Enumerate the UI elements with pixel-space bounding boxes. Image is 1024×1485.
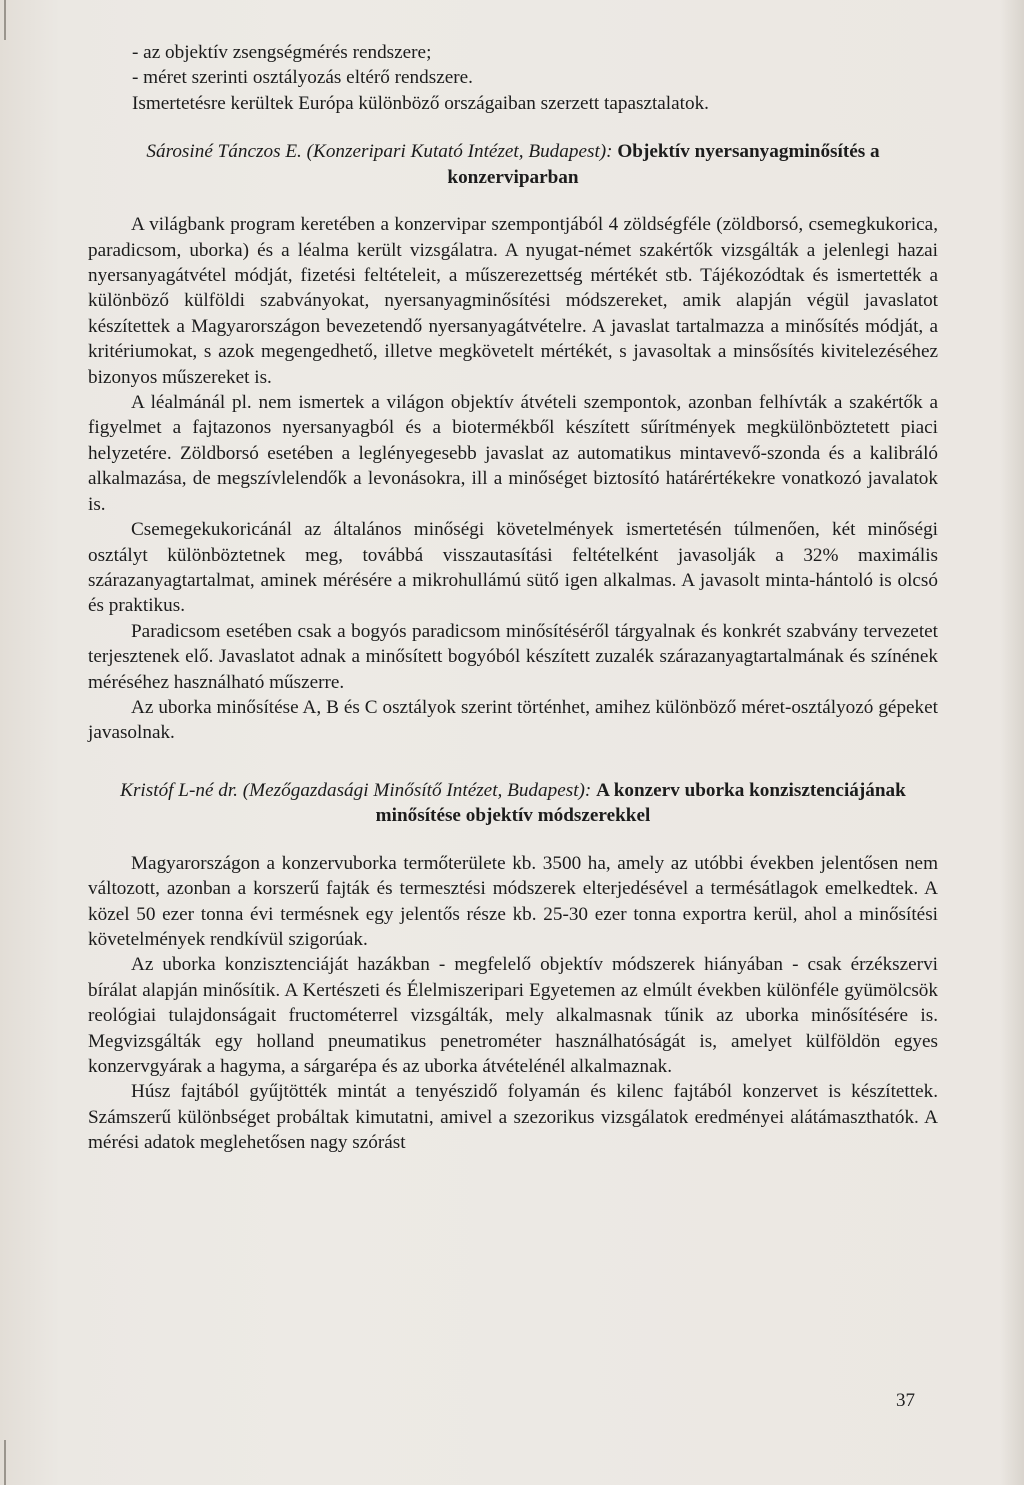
text-column [88, 40, 938, 1156]
paragraph: Magyarországon a konzervuborka termőterülete kb. 3500 ha, amely az utóbbi években jelentősen nem változott, azonban a korszerű fajták és termesztési módszerek elterjedésével a termésátlagok emelkedtek. A közel 50 ezer tonna évi termésnek egy jelentős része kb. 25-30 ezer tonna exportra kerül, ahol a minősítési követelmények rendkívül szigorúak. [88, 852, 938, 950]
section-title: Objektív nyersanyagminősítés a konzerviparban [447, 141, 880, 188]
list-item: - az objektív zsengségmérés rendszere; [132, 42, 432, 63]
section-title: A konzerv uborka konzisztenciájának minősítése objektív módszerekkel [375, 779, 906, 827]
paragraph: A világbank program keretében a konzervipar szempontjából 4 zöldségféle (zöldborsó, csemegkukorica, paradicsom, uborka) és a léalma került vizsgálatra. A nyugat-német szakértők vizsgálták a jelenlegi hazai nyersanyagátvétel módját, fizetési feltételeit, a műszerezettség mértékét stb. Tájékozódtak és ismertették a különböző külföldi szabványokat, nyersanyagminősítési módszereket, amik alapján végül javaslatot készítettek a Magyarországon bevezetendő nyersanyagátvételre. A javaslat tartalmazza a minősítés módját, a kritériumokat, s azok megengedhető, illetve megkövetelt mértékét, s javasoltak a minsősítés kivitelezéséhez bizonyos műszereket is. [88, 214, 938, 388]
section-author: Sárosiné Tánczos E. (Konzeripari Kutató Intézet, Budapest): [146, 141, 613, 163]
spine-mark [4, 0, 6, 40]
section-heading [88, 139, 938, 190]
page-number: 37 [896, 1390, 915, 1411]
paragraph: Húsz fajtából gyűjtötték mintát a tenyészidő folyamán és kilenc fajtából konzervet is készítettek. Számszerű különbséget probáltak kimutatni, amivel a szezorikus vizsgálatok eredményei alátámaszthatók. A mérési adatok meglehetősen nagy szórást [88, 1081, 938, 1154]
paragraph: Ismertetésre kerültek Európa különböző országaiban szerzett tapasztalatok. [132, 92, 709, 114]
spine-mark [4, 1440, 6, 1485]
paragraph: Paradicsom esetében csak a bogyós paradicsom minősítéséről tárgyalnak és konkrét szabvány tervezetet terjesztenek elő. Javaslatot adnak a minősített bogyóból készített zuzalék szárazanyagtartalmának és színének méréséhez használható műszerre. [88, 620, 938, 693]
paragraph: A léalmánál pl. nem ismertek a világon objektív átvételi szempontok, azonban felhívták a szakértők a figyelmet a fajtazonos nyersanyagból és a biotermékből készített sűrítmények megkülönböztetett piaci helyzetére. Zöldborsó esetében a leglényegesebb javaslat az automatikus mintavevő-szonda és a kalibráló alkalmazása, de megszívlelendők a levonásokra, ill a minőséget biztosító határértékekre vonatkozó javalatok is. [88, 392, 938, 515]
section-author: Kristóf L-né dr. (Mezőgazdasági Minősítő Intézet, Budapest): [120, 779, 592, 801]
paragraph: Az uborka minősítése A, B és C osztályok szerint történhet, amihez különböző méret-osztályozó gépeket javasolnak. [88, 696, 938, 744]
section-heading [88, 778, 938, 829]
list-item: - méret szerinti osztályozás eltérő rendszere. [132, 67, 473, 89]
paragraph: Csemegekukoricánál az általános minőségi követelmények ismertetésén túlmenően, két minőségi osztályt különböztetnek meg, továbbá visszautasítási feltételként javasolják a 32% maximális szárazanyagtartalmat, aminek mérésére a mikrohullámú sütő igen alkalmas. A javasolt minta-hántoló is olcsó és praktikus. [88, 519, 938, 617]
paragraph: Az uborka konzisztenciáját hazákban - megfelelő objektív módszerek hiányában - csak érzékszervi bírálat alapján minősítik. A Kertészeti és Élelmiszeripari Egyetemen az elmúlt években különféle gyümölcsök reológiai tulajdonságait fructométerrel vizsgálták, mely alkalmasnak tűnik az uborka minősítésére is. Megvizsgálták egy holland pneumatikus penetrométer használhatóságát is, amelyet külföldön egyes konzervgyárak a hagyma, a sárgarépa és az uborka átvételénél alkalmaznak. [88, 954, 938, 1077]
